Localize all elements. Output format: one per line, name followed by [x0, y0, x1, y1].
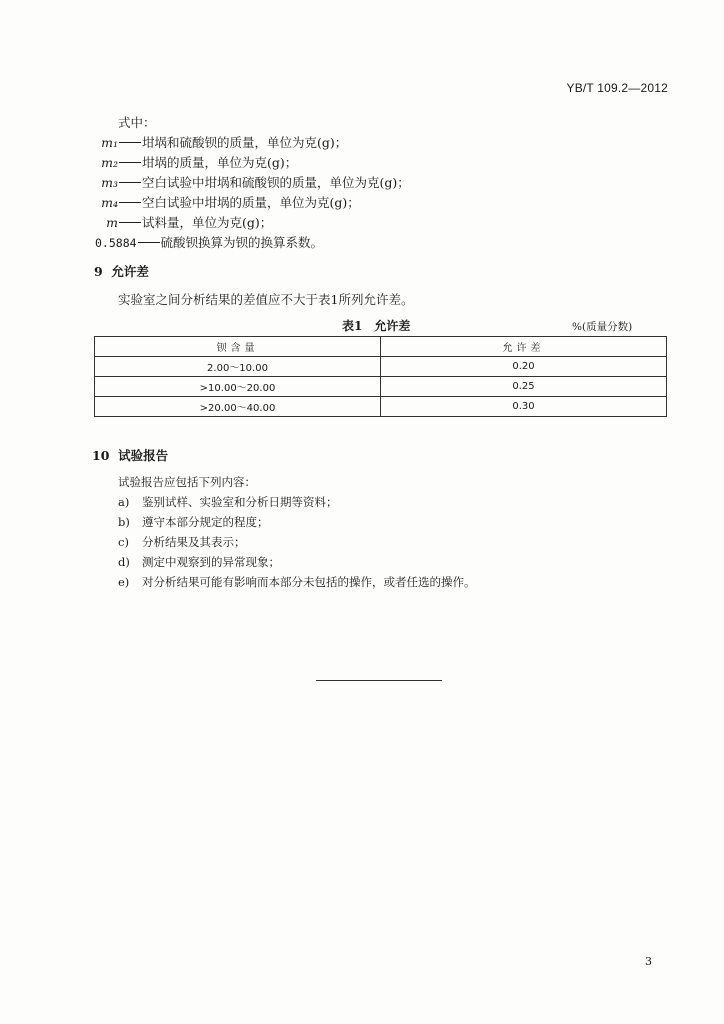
em-dash: [119, 202, 141, 203]
table-row: [95, 397, 667, 417]
section-9-heading: [94, 262, 149, 280]
legend-text: 空白试验中坩埚和硫酸钡的质量，单位为克(g)；: [142, 175, 410, 190]
table-row: [95, 377, 667, 397]
document-code: YB/T 109.2—2012: [566, 81, 668, 95]
list-text: 分析结果及其表示；: [142, 535, 246, 549]
list-item: [118, 574, 476, 590]
legend-symbol: m: [106, 215, 118, 230]
em-dash: [119, 222, 141, 223]
list-marker: c): [118, 535, 129, 549]
allowance-table: [94, 336, 667, 417]
section-title: 允许差: [111, 264, 149, 279]
legend-text: 坩埚和硫酸钡的质量，单位为克(g)；: [142, 135, 348, 150]
section-10-intro: 试验报告应包括下列内容：: [118, 475, 256, 489]
legend-text: 试料量，单位为克(g)；: [142, 215, 273, 230]
column-header-barium-content: 钡含量: [95, 337, 381, 357]
legend-symbol: m₁: [101, 135, 118, 150]
list-marker: a): [118, 495, 130, 509]
section-number: 10: [92, 448, 110, 463]
table-cell: 0.25: [381, 377, 667, 397]
legend-symbol: m₄: [101, 195, 118, 210]
section-10-heading: [92, 446, 168, 464]
column-header-allowance: 允许差: [381, 337, 667, 357]
table-cell: >20.00～40.00: [95, 397, 381, 417]
table-header-row: [95, 337, 667, 357]
legend-symbol: m₂: [101, 155, 118, 170]
list-text: 对分析结果可能有影响而本部分未包括的操作，或者任选的操作。: [142, 575, 476, 589]
table-cell: >10.00～20.00: [95, 377, 381, 397]
em-dash: [119, 182, 141, 183]
table-unit: %(质量分数): [572, 321, 633, 333]
list-item: [118, 494, 338, 510]
list-text: 测定中观察到的异常现象；: [142, 555, 280, 569]
table-caption: 表1 允许差: [342, 319, 411, 333]
end-rule: [316, 680, 442, 681]
em-dash: [119, 142, 141, 143]
legend-item-m3: [92, 173, 410, 191]
list-marker: e): [118, 575, 130, 589]
em-dash: [119, 162, 141, 163]
section-number: 9: [94, 264, 103, 279]
legend-symbol: m₃: [101, 175, 118, 190]
legend-item-m1: [92, 133, 347, 151]
formula-legend-intro: 式中：: [118, 115, 156, 130]
section-title: 试验报告: [118, 448, 169, 463]
legend-item-factor: [95, 233, 323, 251]
table-cell: 0.20: [381, 357, 667, 377]
section-9-body: 实验室之间分析结果的差值应不大于表1所列允许差。: [118, 292, 414, 307]
em-dash: [138, 242, 160, 243]
legend-text: 硫酸钡换算为钡的换算系数。: [160, 235, 324, 250]
legend-text: 坩埚的质量，单位为克(g)；: [142, 155, 298, 170]
legend-item-m2: [92, 153, 297, 171]
list-text: 鉴别试样、实验室和分析日期等资料；: [142, 495, 338, 509]
table-cell: 0.30: [381, 397, 667, 417]
list-marker: b): [118, 515, 130, 529]
legend-item-m: [92, 213, 272, 231]
legend-symbol: 0.5884: [95, 236, 137, 250]
list-marker: d): [118, 555, 130, 569]
list-item: [118, 514, 269, 530]
list-item: [118, 534, 246, 550]
list-item: [118, 554, 280, 570]
page-number: 3: [645, 955, 652, 968]
table-row: [95, 357, 667, 377]
legend-item-m4: [92, 193, 360, 211]
table-cell: 2.00～10.00: [95, 357, 381, 377]
legend-text: 空白试验中坩埚的质量，单位为克(g)；: [142, 195, 360, 210]
list-text: 遵守本部分规定的程度；: [142, 515, 269, 529]
